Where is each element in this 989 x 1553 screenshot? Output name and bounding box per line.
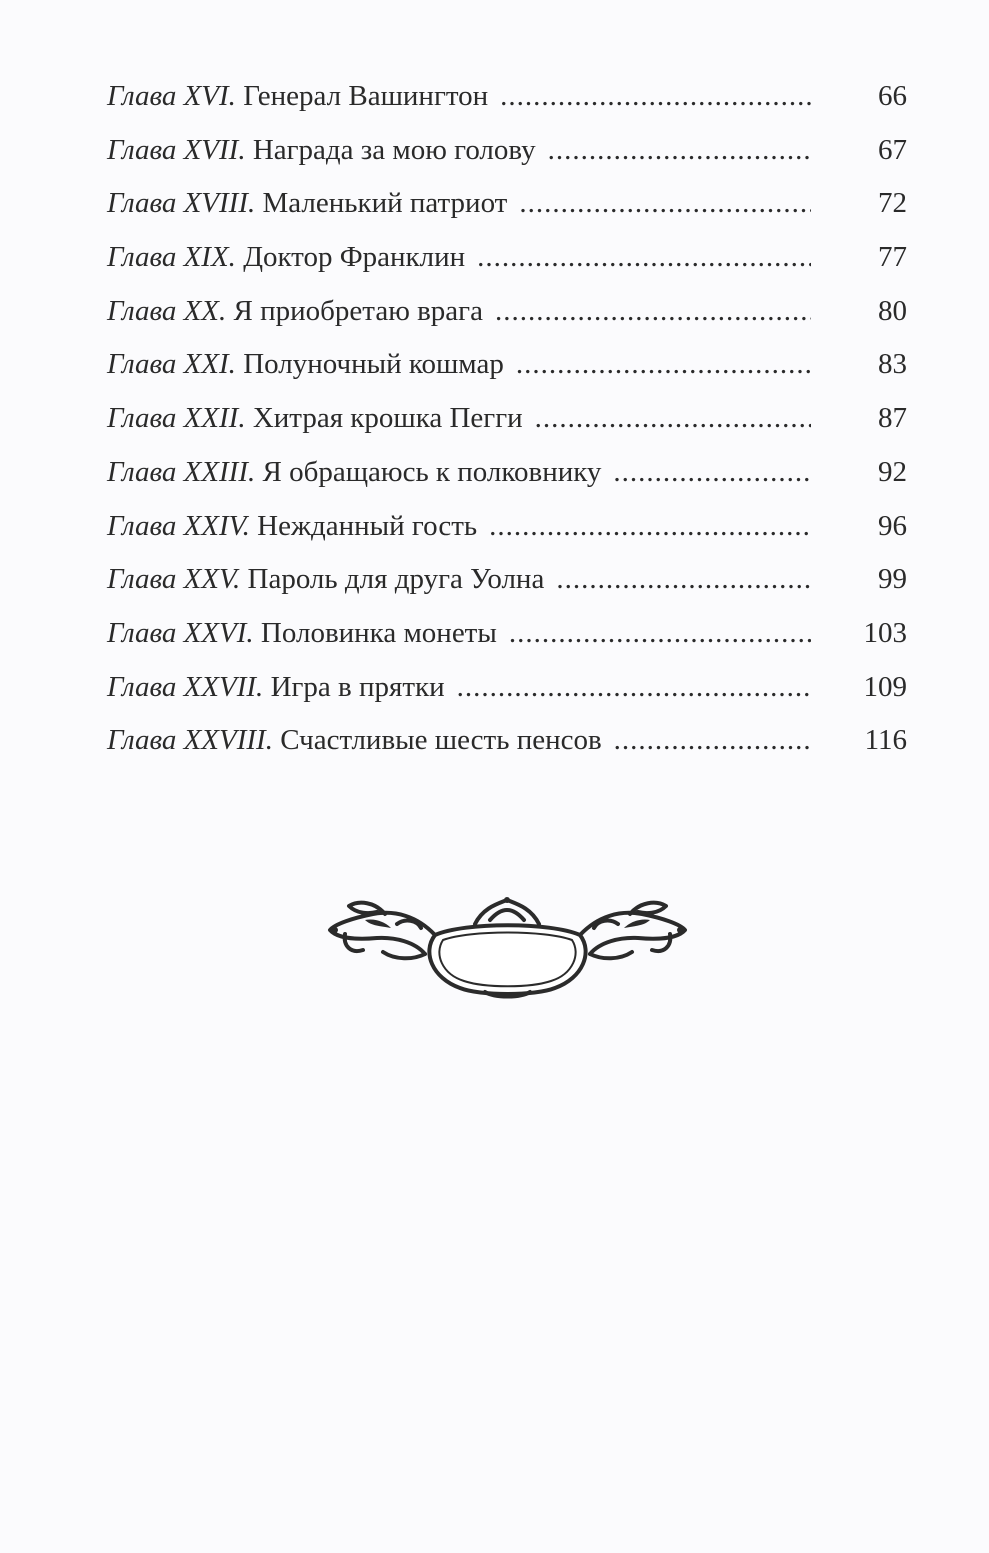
dot-leader (509, 607, 811, 661)
chapter-number: Глава XXVI. (107, 616, 254, 649)
baroque-cartouche-ornament-icon (325, 890, 690, 1000)
page-number: 87 (878, 402, 907, 435)
chapter-number: Глава XIX. (107, 241, 236, 274)
toc-entry (107, 607, 907, 661)
dot-leader (489, 500, 811, 554)
page-number: 103 (863, 616, 907, 649)
dot-leader (613, 446, 811, 500)
chapter-number: Глава XXV. (107, 563, 241, 596)
page-number: 80 (878, 294, 907, 327)
toc-entry (107, 124, 907, 178)
chapter-number: Глава XXIV. (107, 509, 250, 542)
page-number: 77 (878, 241, 907, 274)
chapter-title: Нежданный гость (257, 509, 478, 542)
page-number: 96 (878, 509, 907, 542)
chapter-title: Счастливые шесть пенсов (280, 724, 602, 757)
toc-entry (107, 285, 907, 339)
chapter-number: Глава XXVIII. (107, 724, 273, 757)
page-number: 99 (878, 563, 907, 596)
chapter-title: Награда за мою голову (252, 133, 536, 166)
toc-entry (107, 661, 907, 715)
toc-entry (107, 177, 907, 231)
chapter-title: Игра в прятки (270, 670, 445, 703)
toc-entry (107, 392, 907, 446)
dot-leader (548, 124, 811, 178)
chapter-number: Глава XVII. (107, 133, 246, 166)
chapter-number: Глава XVI. (107, 80, 236, 112)
chapter-title: Полуночный кошмар (243, 348, 504, 381)
dot-leader (519, 177, 811, 231)
dot-leader (495, 285, 811, 339)
chapter-title: Я обращаюсь к полковнику (262, 455, 602, 488)
chapter-number: Глава XX. (107, 294, 227, 327)
chapter-number: Глава XVIII. (107, 187, 256, 220)
chapter-number: Глава XXVII. (107, 670, 264, 703)
dot-leader (556, 553, 811, 607)
dot-leader (477, 231, 811, 285)
dot-leader (516, 338, 811, 392)
dot-leader (457, 661, 811, 715)
toc-entry (107, 500, 907, 554)
dot-leader (500, 70, 811, 124)
toc-entry (107, 553, 907, 607)
page-number: 92 (878, 455, 907, 488)
dot-leader (535, 392, 811, 446)
chapter-title: Маленький патриот (262, 187, 508, 220)
table-of-contents (107, 70, 907, 768)
chapter-title: Половинка монеты (260, 616, 497, 649)
chapter-title: Хитрая крошка Пегги (252, 402, 523, 435)
chapter-number: Глава XXIII. (107, 455, 256, 488)
toc-entry (107, 70, 907, 124)
toc-entry (107, 231, 907, 285)
page-number: 66 (878, 80, 907, 112)
chapter-number: Глава XXII. (107, 402, 246, 435)
toc-entry (107, 338, 907, 392)
page-number: 83 (878, 348, 907, 381)
page-number: 72 (878, 187, 907, 220)
toc-entry (107, 714, 907, 768)
page-number: 109 (863, 670, 907, 703)
page-number: 67 (878, 133, 907, 166)
chapter-number: Глава XXI. (107, 348, 236, 381)
chapter-title: Генерал Вашингтон (243, 80, 489, 112)
chapter-title: Я приобретаю врага (233, 294, 483, 327)
chapter-title: Пароль для друга Уолна (247, 563, 545, 596)
toc-entry (107, 446, 907, 500)
page-number: 116 (864, 724, 907, 757)
chapter-title: Доктор Франклин (243, 241, 466, 274)
dot-leader (614, 714, 811, 768)
